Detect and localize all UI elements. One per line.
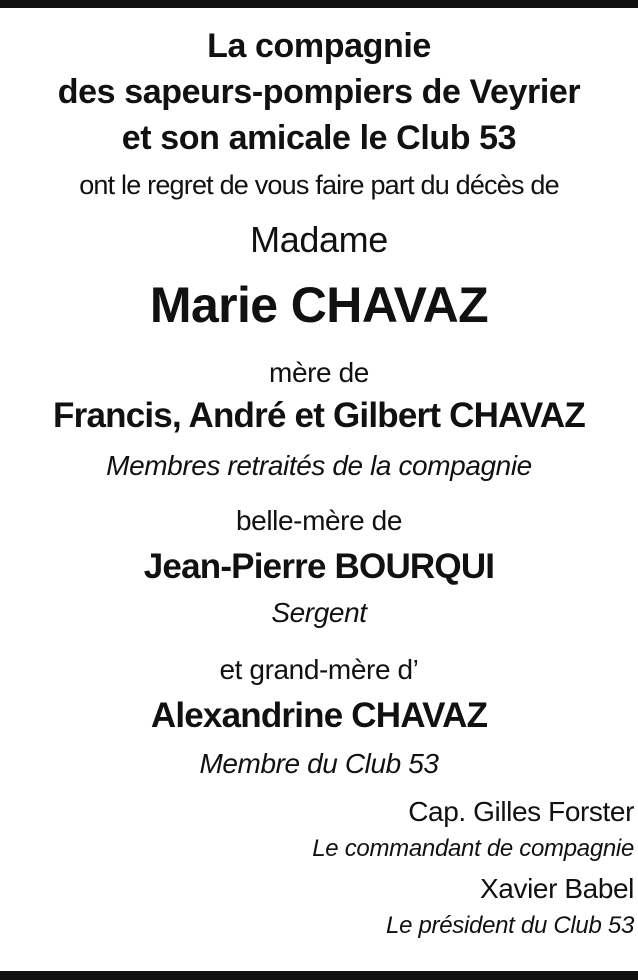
relative-role: Sergent (271, 597, 367, 628)
header-line-2: des sapeurs-pompiers de Veyrier (57, 73, 581, 111)
top-border-rule (0, 0, 638, 8)
signatory-name: Cap. Gilles Forster (408, 796, 634, 827)
relation-label: mère de (269, 357, 369, 388)
relative-name: Jean-Pierre BOURQUI (143, 547, 495, 586)
relation-label: et grand-mère d’ (219, 654, 419, 685)
relative-role: Membres retraités de la compagnie (106, 450, 532, 481)
signatory-title: Le commandant de compagnie (312, 835, 634, 862)
header-line-1: La compagnie (207, 27, 431, 65)
relative-role: Membre du Club 53 (199, 748, 439, 779)
relative-name: Alexandrine CHAVAZ (150, 696, 488, 735)
bottom-border-rule (0, 971, 638, 980)
signatory-title: Le président du Club 53 (386, 912, 634, 939)
deceased-name: Marie CHAVAZ (149, 277, 489, 333)
relative-name: Francis, André et Gilbert CHAVAZ (53, 396, 585, 435)
header-line-3: et son amicale le Club 53 (121, 119, 517, 157)
deceased-salutation: Madame (250, 219, 388, 260)
relation-label: belle-mère de (236, 505, 402, 536)
announcement-text: ont le regret de vous faire part du décès de (79, 170, 559, 200)
signatory-name: Xavier Babel (480, 873, 634, 904)
